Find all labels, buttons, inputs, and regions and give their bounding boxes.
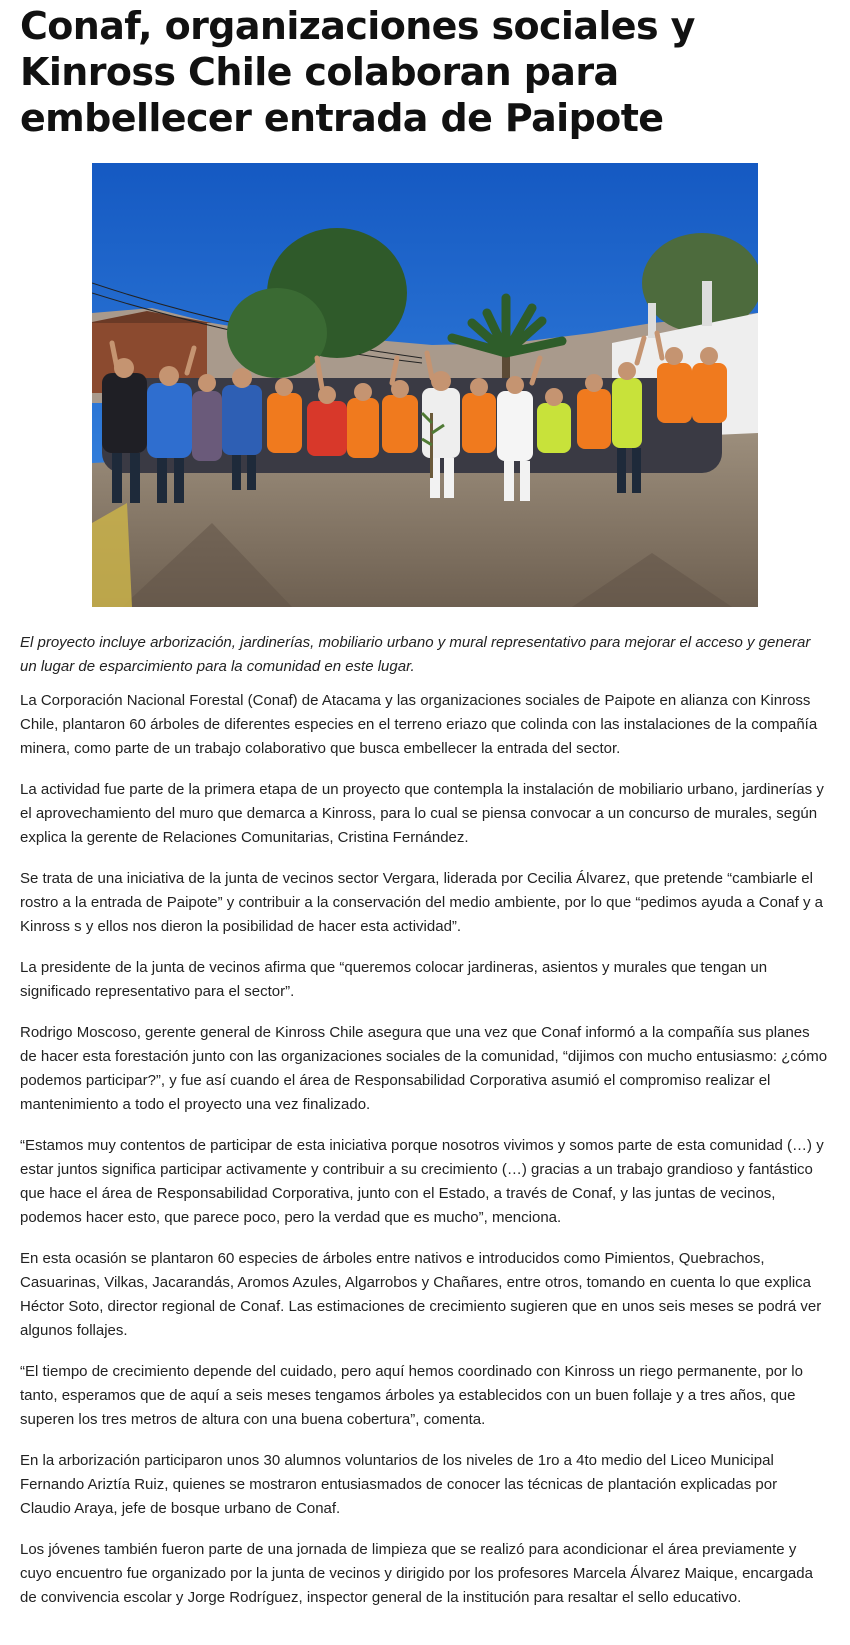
article-body [20,689,830,1610]
article-photo[interactable] [92,163,758,607]
article-paragraph: En la arborización participaron unos 30 alumnos voluntarios de los niveles de 1ro a 4to medio del Liceo Municipal Fernando Ariztía Ruiz, quienes se mostraron entusiasmados de conocer las técnicas de plantación explicadas por Claudio Araya, jefe de bosque urbano de Conaf. [20,1452,778,1517]
article-paragraph: La presidente de la junta de vecinos afirma que “queremos colocar jardineras, asientos y murales que tengan un significado representativo para el sector”. [20,959,768,1000]
article-paragraph: Rodrigo Moscoso, gerente general de Kinross Chile asegura que una vez que Conaf informó a la compañía sus planes de hacer esta forestación junto con las organizaciones sociales de la comunidad, “dijimos con mucho entusiasmo: ¿cómo podemos participar?”, y fue así cuando el área de Responsabilidad Corporativa asumió el compromiso realizar el mantenimiento a todo el proyecto una vez finalizado. [20,1024,828,1113]
group-photo-illustration [92,163,758,607]
article-title: Conaf, organizaciones sociales y Kinross Chile colaboran para embellecer entrada de Paipote [20,4,695,140]
article [0,3,850,1610]
article-paragraph: En esta ocasión se plantaron 60 especies de árboles entre nativos e introducidos como Pimientos, Quebrachos, Casuarinas, Vilkas, Jacarandás, Aromos Azules, Algarrobos y Chañares, entre otros, tomando en cuenta lo que explica Héctor Soto, director regional de Conaf. Las estimaciones de crecimiento sugieren que en unos seis meses se podrá ver algunos follajes. [20,1250,822,1339]
article-paragraph: La actividad fue parte de la primera etapa de un proyecto que contempla la instalación de mobiliario urbano, jardinerías y el aprovechamiento del muro que demarca a Kinross, para lo cual se piensa convocar a un concurso de murales, según explica la gerente de Relaciones Comunitarias, Cristina Fernández. [20,781,824,846]
article-paragraph: Se trata de una iniciativa de la junta de vecinos sector Vergara, liderada por Cecilia Álvarez, que pretende “cambiarle el rostro a la entrada de Paipote” y contribuir a la conservación del medio ambiente, por lo que “pedimos ayuda a Conaf y a Kinross s y ellos nos dieron la posibilidad de hacer esta actividad”. [20,870,823,935]
article-lead: El proyecto incluye arborización, jardinerías, mobiliario urbano y mural representativo para mejorar el acceso y generar un lugar de esparcimiento para la comunidad en este lugar. [20,634,811,675]
article-paragraph: La Corporación Nacional Forestal (Conaf) de Atacama y las organizaciones sociales de Paipote en alianza con Kinross Chile, plantaron 60 árboles de diferentes especies en el terreno eriazo que colinda con las instalaciones de la compañía minera, como parte de un trabajo colaborativo que busca embellecer la entrada del sector. [20,692,818,757]
article-paragraph: Los jóvenes también fueron parte de una jornada de limpieza que se realizó para acondicionar el área previamente y cuyo encuentro fue organizado por la junta de vecinos y dirigido por los profesores Marcela Álvarez Maique, encargada de convivencia escolar y Jorge Rodríguez, inspector general de la institución para resaltar el sello educativo. [20,1541,813,1606]
article-paragraph: “El tiempo de crecimiento depende del cuidado, pero aquí hemos coordinado con Kinross un riego permanente, por lo tanto, esperamos que de aquí a seis meses tengamos árboles ya establecidos con un buen follaje y a tres años, que superen los tres metros de altura con una buena cobertura”, comenta. [20,1363,803,1428]
article-paragraph: “Estamos muy contentos de participar de esta iniciativa porque nosotros vivimos y somos parte de esta comunidad (…) y estar juntos significa participar activamente y contribuir a su crecimiento (…) gracias a un trabajo grandioso y fantástico que hace el área de Responsabilidad Corporativa, junto con el Estado, a través de Conaf, y las juntas de vecinos, podemos hacer esto, que parece poco, pero la verdad que es mucho”, menciona. [20,1137,824,1226]
